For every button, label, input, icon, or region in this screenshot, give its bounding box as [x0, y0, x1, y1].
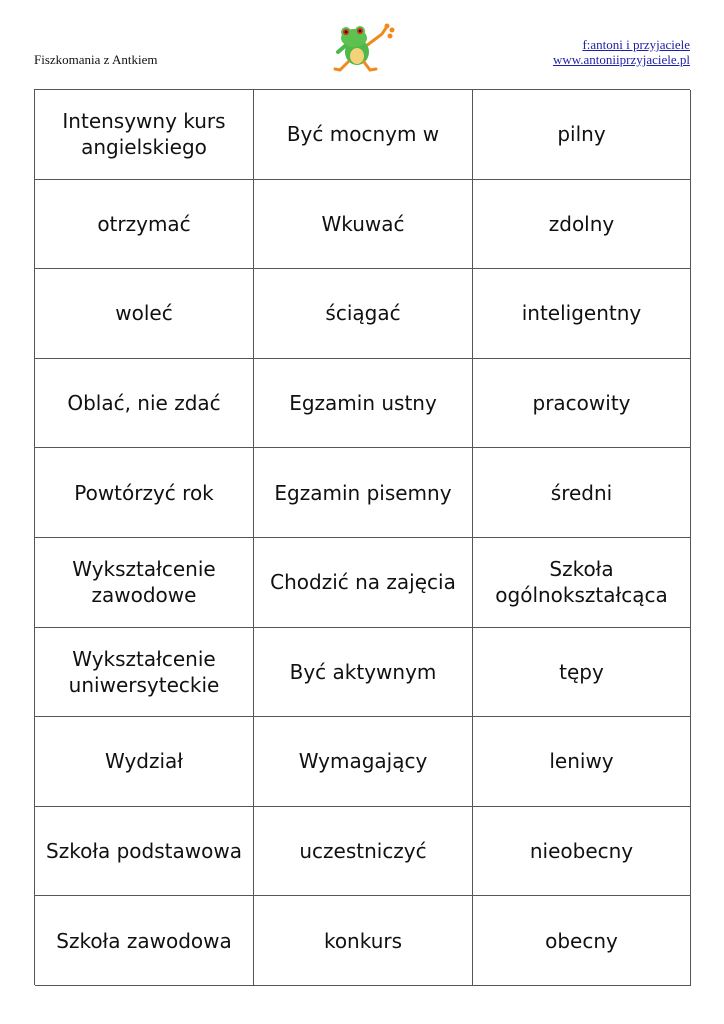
flashcard — [254, 896, 473, 986]
flashcard-text: Powtórzyć rok — [74, 480, 214, 505]
flashcard — [473, 717, 691, 807]
flashcard-text: Chodzić na zajęcia — [270, 570, 456, 595]
flashcard-text: Być aktywnym — [289, 659, 437, 684]
flashcard-text: Egzamin pisemny — [274, 480, 452, 505]
flashcard-grid — [34, 89, 690, 985]
flashcard-text: Być mocnym w — [286, 122, 440, 147]
flashcard — [35, 717, 254, 807]
flashcard-text: ściągać — [325, 301, 401, 326]
flashcard-text: nieobecny — [529, 839, 634, 864]
flashcard-text: Szkoła ogólnokształcąca — [495, 557, 668, 608]
flashcard-text: Egzamin ustny — [289, 391, 437, 416]
flashcard-text: pracowity — [532, 391, 631, 416]
flashcard — [473, 538, 691, 628]
header-links — [553, 37, 690, 67]
frog-icon — [332, 22, 398, 74]
flashcard-text: konkurs — [323, 928, 403, 953]
flashcard — [473, 180, 691, 270]
flashcard-text: Wymagający — [298, 749, 428, 774]
flashcard — [35, 807, 254, 897]
flashcard-text: Intensywny kurs angielskiego — [62, 109, 226, 160]
header-title: Fiszkomania z Antkiem — [34, 52, 158, 67]
flashcard — [254, 359, 473, 449]
flashcard-text: uczestniczyć — [299, 839, 427, 864]
flashcard-text: woleć — [115, 301, 173, 326]
flashcard-text: zdolny — [548, 211, 615, 236]
flashcard — [254, 269, 473, 359]
flashcard — [473, 269, 691, 359]
flashcard-text: obecny — [545, 928, 618, 953]
flashcard-text: Wykształcenie zawodowe — [72, 557, 216, 608]
website-link[interactable]: www.antoniiprzyjaciele.pl — [552, 52, 690, 67]
flashcard — [35, 180, 254, 270]
flashcard — [473, 359, 691, 449]
flashcard — [35, 448, 254, 538]
flashcard-text: Wydział — [105, 749, 183, 774]
flashcard — [254, 538, 473, 628]
flashcard — [35, 628, 254, 718]
flashcard — [35, 269, 254, 359]
flashcard — [35, 359, 254, 449]
flashcard-text: pilny — [557, 122, 606, 147]
facebook-link[interactable]: f:antoni i przyjaciele — [582, 37, 690, 52]
flashcard-text: Wykształcenie uniwersyteckie — [68, 646, 220, 697]
flashcard — [35, 896, 254, 986]
flashcard — [473, 448, 691, 538]
flashcard-text: średni — [550, 480, 613, 505]
flashcard-text: otrzymać — [97, 211, 191, 236]
flashcard — [473, 628, 691, 718]
flashcard — [473, 896, 691, 986]
flashcard — [473, 807, 691, 897]
flashcard — [254, 628, 473, 718]
flashcard — [35, 538, 254, 628]
flashcard — [35, 90, 254, 180]
flashcard — [254, 807, 473, 897]
flashcard — [254, 717, 473, 807]
flashcard-text: Szkoła zawodowa — [56, 928, 232, 953]
flashcard-text: leniwy — [549, 749, 614, 774]
flashcard — [254, 180, 473, 270]
flashcard-text: Szkoła podstawowa — [46, 839, 242, 864]
flashcard-text: inteligentny — [521, 301, 642, 326]
flashcard — [254, 448, 473, 538]
flashcard — [473, 90, 691, 180]
flashcard-text: Wkuwać — [321, 211, 405, 236]
flashcard — [254, 90, 473, 180]
flashcard-text: tępy — [559, 659, 604, 684]
flashcard-text: Oblać, nie zdać — [67, 391, 221, 416]
